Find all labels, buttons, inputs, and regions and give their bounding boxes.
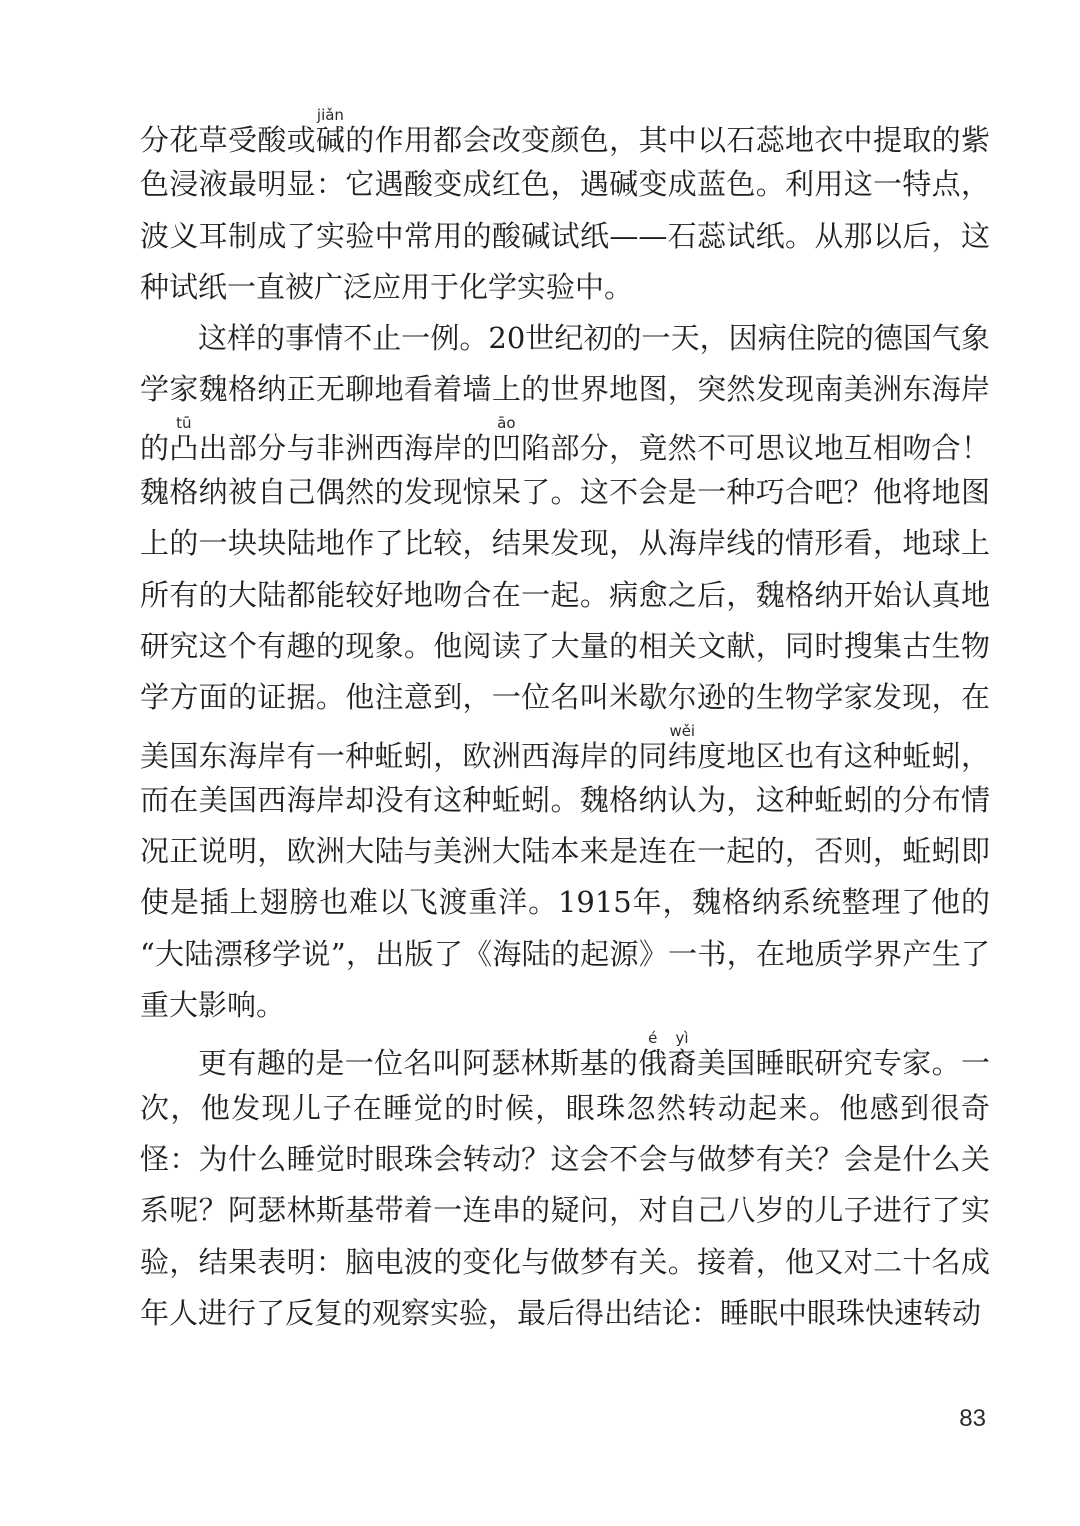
text-segment: 上的一块块陆地作了比较，结果发现，从海岸线的情形看，地球上	[140, 526, 990, 561]
text-line	[140, 364, 990, 415]
text-line	[140, 775, 990, 826]
text-line	[140, 826, 990, 877]
text-segment: 使是插上翅膀也难以飞渡重洋。1915年，魏格纳系统整理了他的	[140, 885, 990, 920]
text-line	[140, 672, 990, 723]
text-line	[140, 1237, 990, 1288]
text-line	[140, 211, 990, 262]
pinyin: tū	[169, 413, 199, 432]
text-line	[140, 1134, 990, 1185]
text-line	[140, 1083, 990, 1134]
pinyin: é	[638, 1029, 668, 1048]
text-line	[140, 570, 990, 621]
text-segment: 年人进行了反复的观察实验，最后得出结论：睡眠中眼珠快速转动	[140, 1295, 982, 1330]
text-segment: 色浸液最明显：它遇酸变成红色，遇碱变成蓝色。利用这一特点，	[140, 167, 990, 202]
text-segment: 的作用都会改变颜色，其中以石蕊地衣中提取的紫	[345, 123, 990, 157]
text-line	[140, 877, 990, 928]
text-segment: 怪：为什么睡觉时眼珠会转动？这会不会与做梦有关？会是什么关	[140, 1141, 990, 1176]
text-segment: 美国睡眠研究专家。一	[696, 1046, 990, 1081]
text-line	[140, 413, 990, 467]
text-line	[140, 1288, 990, 1339]
pinyin-annotated-char	[169, 413, 199, 465]
body-text	[140, 108, 990, 1339]
text-line	[140, 262, 990, 313]
text-line	[140, 980, 990, 1031]
pinyin-annotated-char	[667, 721, 698, 773]
text-segment: 出部分与非洲西海岸的	[198, 430, 492, 465]
text-line	[140, 313, 990, 364]
annotated-character: 凸	[169, 430, 199, 465]
text-segment: 验，结果表明：脑电波的变化与做梦有关。接着，他又对二十名成	[140, 1244, 990, 1279]
text-segment: 所有的大陆都能较好地吻合在一起。病愈之后，魏格纳开始认真地	[140, 577, 990, 612]
paragraph	[140, 313, 990, 1031]
text-segment: 学家魏格纳正无聊地看着墙上的世界地图，突然发现南美洲东海岸	[140, 372, 990, 407]
pinyin-annotated-char	[315, 106, 346, 157]
text-segment: 重大影响。	[140, 988, 286, 1023]
text-line	[140, 108, 990, 159]
text-segment: 分花草受酸或	[140, 123, 316, 157]
pinyin: yì	[667, 1029, 697, 1048]
text-segment: 陷部分，竟然不可思议地互相吻合！	[521, 430, 990, 465]
text-line	[140, 159, 990, 210]
pinyin-annotated-char	[491, 413, 522, 465]
text-segment: 的	[140, 430, 170, 465]
text-segment: 种试纸一直被广泛应用于化学实验中。	[140, 269, 634, 304]
page-number: 83	[959, 1405, 986, 1432]
annotated-character: 凹	[491, 430, 522, 465]
text-line	[140, 929, 990, 980]
pinyin-annotated-char	[667, 1029, 697, 1081]
pinyin: āo	[491, 413, 521, 432]
text-segment: 更有趣的是一位名叫阿瑟林斯基的	[198, 1046, 639, 1081]
pinyin: jiǎn	[315, 106, 345, 124]
text-line	[140, 1031, 990, 1082]
text-segment: 研究这个有趣的现象。他阅读了大量的相关文献，同时搜集古生物	[140, 628, 990, 663]
annotated-character: 碱	[315, 123, 346, 157]
text-segment: 度地区也有这种蚯蚓，	[697, 738, 990, 773]
pinyin: wěi	[667, 721, 697, 740]
text-segment: 系呢？阿瑟林斯基带着一连串的疑问，对自己八岁的儿子进行了实	[140, 1193, 990, 1228]
text-line	[140, 518, 990, 569]
text-segment: 波义耳制成了实验中常用的酸碱试纸——石蕊试纸。从那以后，这	[140, 218, 990, 253]
text-segment: 学方面的证据。他注意到，一位名叫米歇尔逊的生物学家发现，在	[140, 680, 990, 715]
text-segment: 魏格纳被自己偶然的发现惊呆了。这不会是一种巧合吧？他将地图	[140, 475, 990, 510]
text-segment: 美国东海岸有一种蚯蚓，欧洲西海岸的同	[140, 738, 668, 773]
text-line	[140, 621, 990, 672]
text-segment: 况正说明，欧洲大陆与美洲大陆本来是连在一起的，否则，蚯蚓即	[140, 834, 990, 869]
annotated-character: 俄	[638, 1046, 668, 1081]
text-segment: “大陆漂移学说”，出版了《海陆的起源》一书，在地质学界产生了	[140, 936, 990, 971]
paragraph	[140, 1031, 990, 1339]
text-line	[140, 467, 990, 518]
pinyin-annotated-char	[638, 1029, 668, 1081]
annotated-character: 纬	[667, 738, 698, 773]
text-line	[140, 721, 990, 775]
annotated-character: 裔	[667, 1046, 697, 1081]
paragraph	[140, 108, 990, 313]
text-segment: 次，他发现儿子在睡觉的时候，眼珠忽然转动起来。他感到很奇	[140, 1090, 990, 1125]
text-segment: 这样的事情不止一例。20世纪初的一天，因病住院的德国气象	[198, 321, 990, 356]
text-line	[140, 1185, 990, 1236]
text-segment: 而在美国西海岸却没有这种蚯蚓。魏格纳认为，这种蚯蚓的分布情	[140, 782, 990, 817]
